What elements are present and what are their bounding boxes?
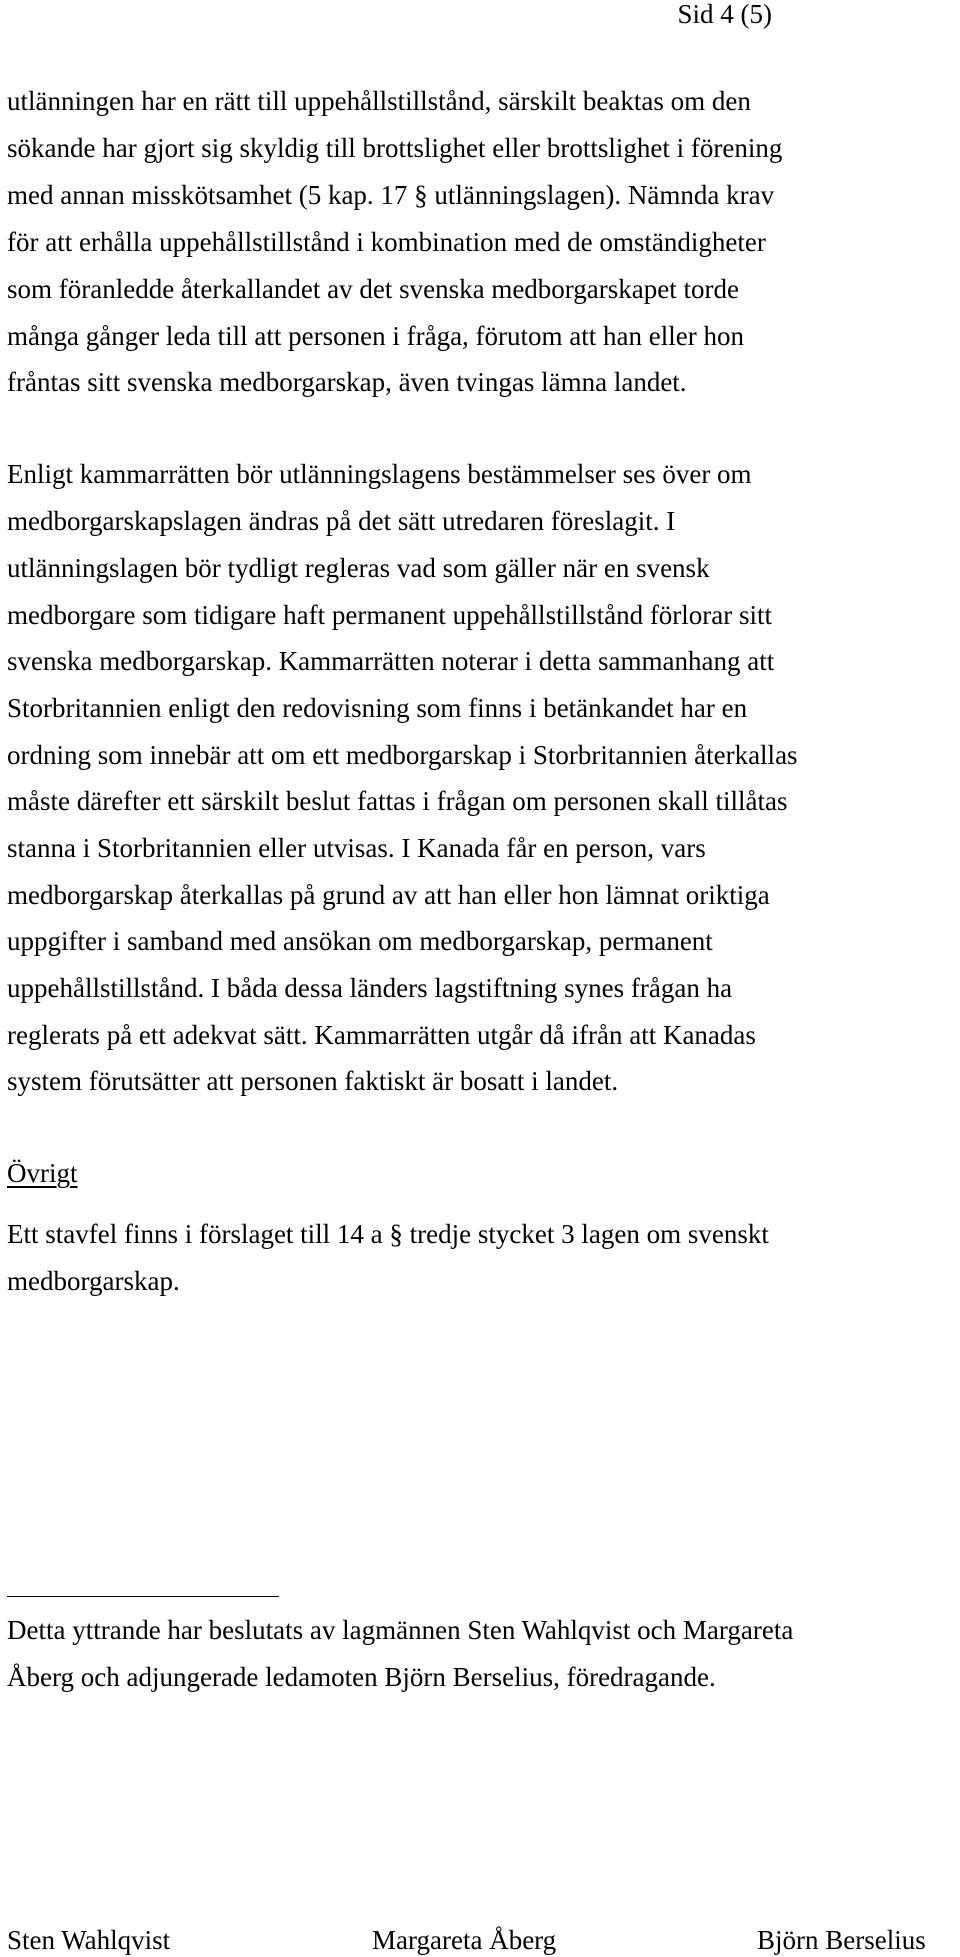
text-line: Ett stavfel finns i förslaget till 14 a § tredje stycket 3 lagen om svenskt bbox=[7, 1219, 769, 1249]
text-line: Storbritannien enligt den redovisning som finns i betänkandet har en bbox=[7, 693, 748, 723]
text-line: uppehållstillstånd. I båda dessa länders lagstiftning synes frågan ha bbox=[7, 973, 733, 1003]
text-line: många gånger leda till att personen i fråga, förutom att han eller hon bbox=[7, 321, 744, 351]
text-line: stanna i Storbritannien eller utvisas. I Kanada får en person, vars bbox=[7, 833, 706, 863]
text-line: medborgare som tidigare haft permanent uppehållstillstånd förlorar sitt bbox=[7, 600, 773, 630]
separator-rule bbox=[7, 1596, 279, 1597]
text-line: reglerats på ett adekvat sätt. Kammarrätten utgår då ifrån att Kanadas bbox=[7, 1020, 756, 1050]
text-line: sökande har gjort sig skyldig till brottslighet eller brottslighet i förening bbox=[7, 133, 783, 163]
page-number: Sid 4 (5) bbox=[677, 0, 772, 29]
text-line: Åberg och adjungerade ledamoten Björn Berselius, föredragande. bbox=[7, 1662, 716, 1692]
section-heading: Övrigt bbox=[7, 1158, 78, 1188]
text-line: som föranledde återkallandet av det svenska medborgarskapet torde bbox=[7, 274, 739, 304]
signature-center: Margareta Åberg bbox=[372, 1925, 557, 1955]
text-line: Enligt kammarrätten bör utlänningslagens bestämmelser ses över om bbox=[7, 459, 752, 489]
text-line: system förutsätter att personen faktiskt är bosatt i landet. bbox=[7, 1066, 619, 1096]
text-line: utlänningen har en rätt till uppehållstillstånd, särskilt beaktas om den bbox=[7, 86, 751, 116]
signature-right: Björn Berselius bbox=[757, 1925, 926, 1955]
text-line: utlänningslagen bör tydligt regleras vad som gäller när en svensk bbox=[7, 553, 710, 583]
text-line: medborgarskap återkallas på grund av att han eller hon lämnat oriktiga bbox=[7, 880, 770, 910]
text-line: med annan misskötsamhet (5 kap. 17 § utlänningslagen). Nämnda krav bbox=[7, 180, 775, 210]
text-line: medborgarskapslagen ändras på det sätt utredaren föreslagit. I bbox=[7, 506, 676, 536]
text-line: ordning som innebär att om ett medborgarskap i Storbritannien återkallas bbox=[7, 740, 798, 770]
text-line: måste därefter ett särskilt beslut fattas i frågan om personen skall tillåtas bbox=[7, 786, 788, 816]
signature-left: Sten Wahlqvist bbox=[7, 1925, 171, 1955]
text-line: medborgarskap. bbox=[7, 1266, 180, 1296]
text-line: Detta yttrande har beslutats av lagmännen Sten Wahlqvist och Margareta bbox=[7, 1615, 794, 1645]
text-line: svenska medborgarskap. Kammarrätten noterar i detta sammanhang att bbox=[7, 646, 775, 676]
text-line: uppgifter i samband med ansökan om medborgarskap, permanent bbox=[7, 926, 713, 956]
text-line: fråntas sitt svenska medborgarskap, även tvingas lämna landet. bbox=[7, 367, 687, 397]
text-line: för att erhålla uppehållstillstånd i kombination med de omständigheter bbox=[7, 227, 766, 257]
